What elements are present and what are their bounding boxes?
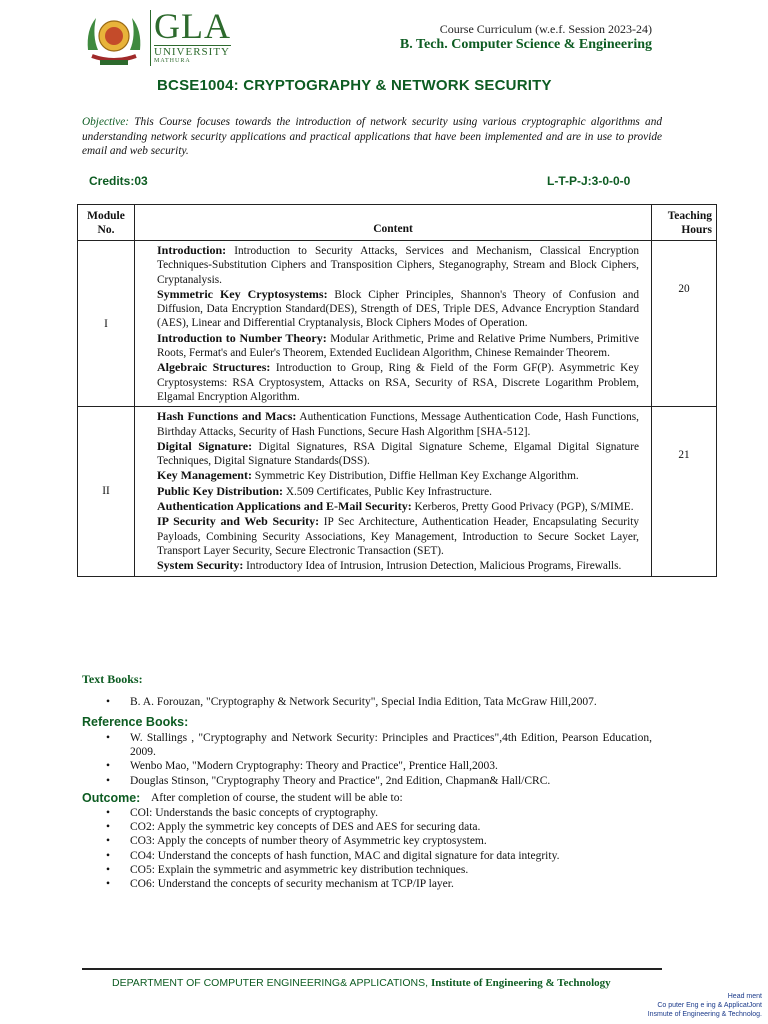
header-hours: Teaching Hours bbox=[652, 205, 717, 241]
topic: Algebraic Structures: Introduction to Group, Ring & Field of the Form GF(P). Asymmetric Key Cryptosystems: RSA Cryptosystem, Attacks on RSA, Security of RSA, Discrete Logarithm Problem, Elgamal Encryption Algorithm. bbox=[157, 360, 639, 403]
header-module: Module No. bbox=[78, 205, 135, 241]
reference-books-list bbox=[106, 731, 652, 788]
logo-divider bbox=[150, 10, 151, 66]
list-item: • CO3: Apply the concepts of number theory of Asymmetric key cryptosystem. bbox=[106, 834, 666, 848]
topic: Key Management: Symmetric Key Distribution, Diffie Hellman Key Exchange Algorithm. bbox=[157, 468, 579, 483]
header-content: Content bbox=[135, 205, 652, 241]
course-title: BCSE1004: CRYPTOGRAPHY & NETWORK SECURITY bbox=[157, 77, 552, 94]
table-header-row bbox=[78, 205, 717, 241]
objective-text: This Course focuses towards the introduction of network security using various cryptographic algorithms and understanding network security applications and practical applications that have been implemented and are in use to provide email and web security. bbox=[82, 116, 662, 157]
list-item: • Douglas Stinson, "Cryptography Theory and Practice", 2nd Edition, Chapman& Hall/CRC. bbox=[106, 774, 652, 788]
university-logo bbox=[154, 8, 231, 64]
footer-department: DEPARTMENT OF COMPUTER ENGINEERING& APPLICATIONS, bbox=[112, 977, 431, 989]
topic: System Security: Introductory Idea of Intrusion, Intrusion Detection, Malicious Programs, Firewalls. bbox=[157, 558, 622, 573]
objective-paragraph bbox=[82, 115, 662, 159]
table-row bbox=[78, 241, 717, 407]
module-number: II bbox=[78, 407, 135, 576]
signature-stamp: Head ment Co puter Eng e ing & ApplicatJont Insmute of Engineering & Technolog. bbox=[647, 993, 762, 1018]
teaching-hours: 21 bbox=[652, 407, 717, 576]
program-name: B. Tech. Computer Science & Engineering bbox=[399, 37, 652, 52]
logo-university: UNIVERSITY bbox=[154, 46, 230, 58]
module-number: I bbox=[78, 241, 135, 407]
topic: Introduction to Number Theory: Modular Arithmetic, Prime and Relative Prime Numbers, Primitive Roots, Fermat's and Euler's Theorem, Extended Euclidean Algorithm, Chinese Remainder Theorem. bbox=[157, 330, 639, 360]
module-content bbox=[135, 241, 652, 407]
outcome-list bbox=[106, 806, 666, 891]
ltpj: L-T-P-J:3-0-0-0 bbox=[547, 174, 631, 188]
footer-text bbox=[112, 977, 611, 989]
text-books-list bbox=[106, 695, 666, 709]
list-item: • CO4: Understand the concepts of hash function, MAC and digital signature for data integrity. bbox=[106, 849, 666, 863]
page-header bbox=[80, 8, 660, 70]
list-item: • CO5: Explain the symmetric and asymmetric key distribution techniques. bbox=[106, 863, 666, 877]
reference-books-heading: Reference Books: bbox=[82, 715, 189, 729]
outcome-heading: Outcome: bbox=[82, 791, 141, 805]
topic: IP Security and Web Security: IP Sec Architecture, Authentication Header, Encapsulating Security Payloads, Combining Security Associations, Key Management, Introduction to Secure Socket Layer, Transport Layer Security, Secure Electronic Transaction (SET). bbox=[157, 514, 639, 557]
topic: Hash Functions and Macs: Authentication Functions, Message Authentication Code, Hash Functions, Birthday Attacks, Security of Hash Functions, Secure Hash Algorithm [SHA-512]. bbox=[157, 409, 639, 438]
module-content bbox=[135, 407, 652, 576]
list-item: • CO2: Apply the symmetric key concepts of DES and AES for securing data. bbox=[106, 820, 666, 834]
topic: Symmetric Key Cryptosystems: Block Cipher Principles, Shannon's Theory of Confusion and Diffusion, Data Encryption Standard(DES), Strength of DES, Triple DES, Advance Encryption Standard (AES), Linear and Differential Cryptanalysis, Block Ciphers Modes of Operation. bbox=[157, 286, 639, 330]
list-item: • Wenbo Mao, "Modern Cryptography: Theory and Practice", Prentice Hall,2003. bbox=[106, 759, 652, 773]
topic: Digital Signature: Digital Signatures, RSA Digital Signature Scheme, Elgamal Digital Signature Techniques, Digital Signature Standards(DSS). bbox=[157, 438, 640, 468]
logo-city: MATHURA bbox=[154, 58, 191, 64]
table-row bbox=[78, 407, 717, 576]
objective-label: Objective: bbox=[82, 116, 130, 128]
footer-divider bbox=[82, 968, 662, 970]
teaching-hours: 20 bbox=[652, 241, 717, 407]
syllabus-table bbox=[77, 204, 717, 577]
university-emblem-icon bbox=[82, 10, 146, 68]
topic: Public Key Distribution: X.509 Certificates, Public Key Infrastructure. bbox=[157, 483, 492, 498]
footer-institute: Institute of Engineering & Technology bbox=[430, 977, 611, 989]
curriculum-session: Course Curriculum (w.e.f. Session 2023-24) bbox=[439, 22, 652, 36]
topic: Introduction: Introduction to Security Attacks, Services and Mechanism, Classical Encryption Techniques-Substitution Ciphers and Transposition Ciphers, Steganography, Stream and Block Ciphers, Cryptanalysis. bbox=[157, 243, 639, 286]
text-books-heading: Text Books: bbox=[82, 672, 143, 686]
list-item: • B. A. Forouzan, "Cryptography & Network Security", Special India Edition, Tata McGraw Hill,2007. bbox=[106, 695, 666, 709]
outcome-intro: After completion of course, the student will be able to: bbox=[151, 792, 403, 804]
topic: Authentication Applications and E-Mail Security: Kerberos, Pretty Good Privacy (PGP), S/MIME. bbox=[157, 499, 634, 514]
credits: Credits:03 bbox=[89, 174, 148, 188]
list-item: • CO6: Understand the concepts of security mechanism at TCP/IP layer. bbox=[106, 877, 666, 891]
logo-wordmark: GLA bbox=[154, 6, 231, 46]
list-item: • W. Stallings , "Cryptography and Network Security: Principles and Practices",4th Edition, Pearson Education, 2009. bbox=[106, 731, 652, 759]
list-item: • COl: Understands the basic concepts of cryptography. bbox=[106, 806, 666, 820]
